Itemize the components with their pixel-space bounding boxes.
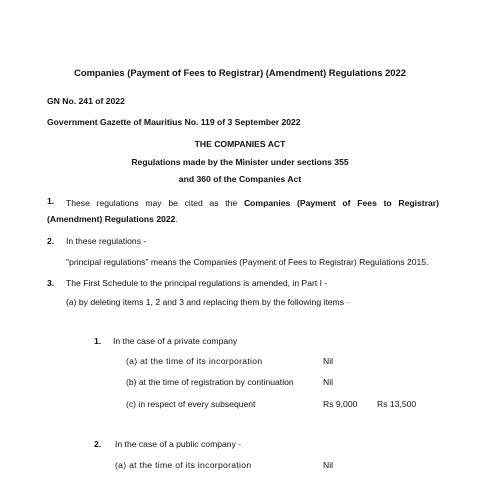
paragraph-a-text: (a) by deleting items 1, 2 and 3 and replacing them by the following items	[66, 297, 345, 307]
fee-row-description: (a) at the time of its incorporation	[126, 356, 263, 366]
made-by-line-1: Regulations made by the Minister under sections 355	[131, 157, 349, 167]
gn-number: GN No. 241 of 2022	[47, 96, 125, 106]
section-2-text: In these regulations -	[66, 236, 147, 246]
fee-value: Rs 9,000	[323, 399, 358, 409]
item-number: 1.	[94, 336, 102, 346]
section-number: 3.	[47, 278, 55, 288]
item-label: In the case of a public company -	[115, 439, 242, 449]
principal-regulations-definition: "principal regulations" means the Companies (Payment of Fees to Registrar) Regulations 2015.	[66, 257, 429, 267]
section-number: 2.	[47, 236, 55, 246]
fee-value: Nil	[323, 356, 334, 366]
item-number: 2.	[94, 439, 102, 449]
fee-row-description: (c) in respect of every subsequent	[126, 399, 256, 409]
section-3-text: The First Schedule to the principal regulations is amended, in Part I -	[66, 278, 328, 288]
gazette-reference: Government Gazette of Mauritius No. 119 of 3 September 2022	[47, 117, 301, 127]
section-1-text	[47, 196, 439, 227]
paragraph-a-dash: –	[346, 297, 352, 307]
act-heading: THE COMPANIES ACT	[194, 139, 286, 149]
section-3-paragraph-a	[66, 297, 351, 308]
fee-row-description: (a) at the time of its incorporation	[115, 460, 252, 470]
fee-row-description: (b) at the time of registration by continuation	[126, 377, 294, 387]
fee-value: Nil	[323, 377, 334, 387]
section-number: 1.	[47, 196, 55, 206]
item-label: In the case of a private company	[113, 336, 238, 346]
fee-value: Nil	[323, 460, 334, 470]
made-by-line-2: and 360 of the Companies Act	[178, 174, 302, 184]
section-1-text-start: These regulations may be cited as the	[66, 198, 244, 208]
fee-value: Rs 13,500	[377, 399, 417, 409]
document-title: Companies (Payment of Fees to Registrar) (Amendment) Regulations 2022	[74, 67, 406, 78]
section-1-text-end: .	[175, 213, 178, 224]
regulations-citation-name: Companies (Payment of Fees to Registrar) (Amendment) Regulations 2022	[47, 198, 439, 224]
